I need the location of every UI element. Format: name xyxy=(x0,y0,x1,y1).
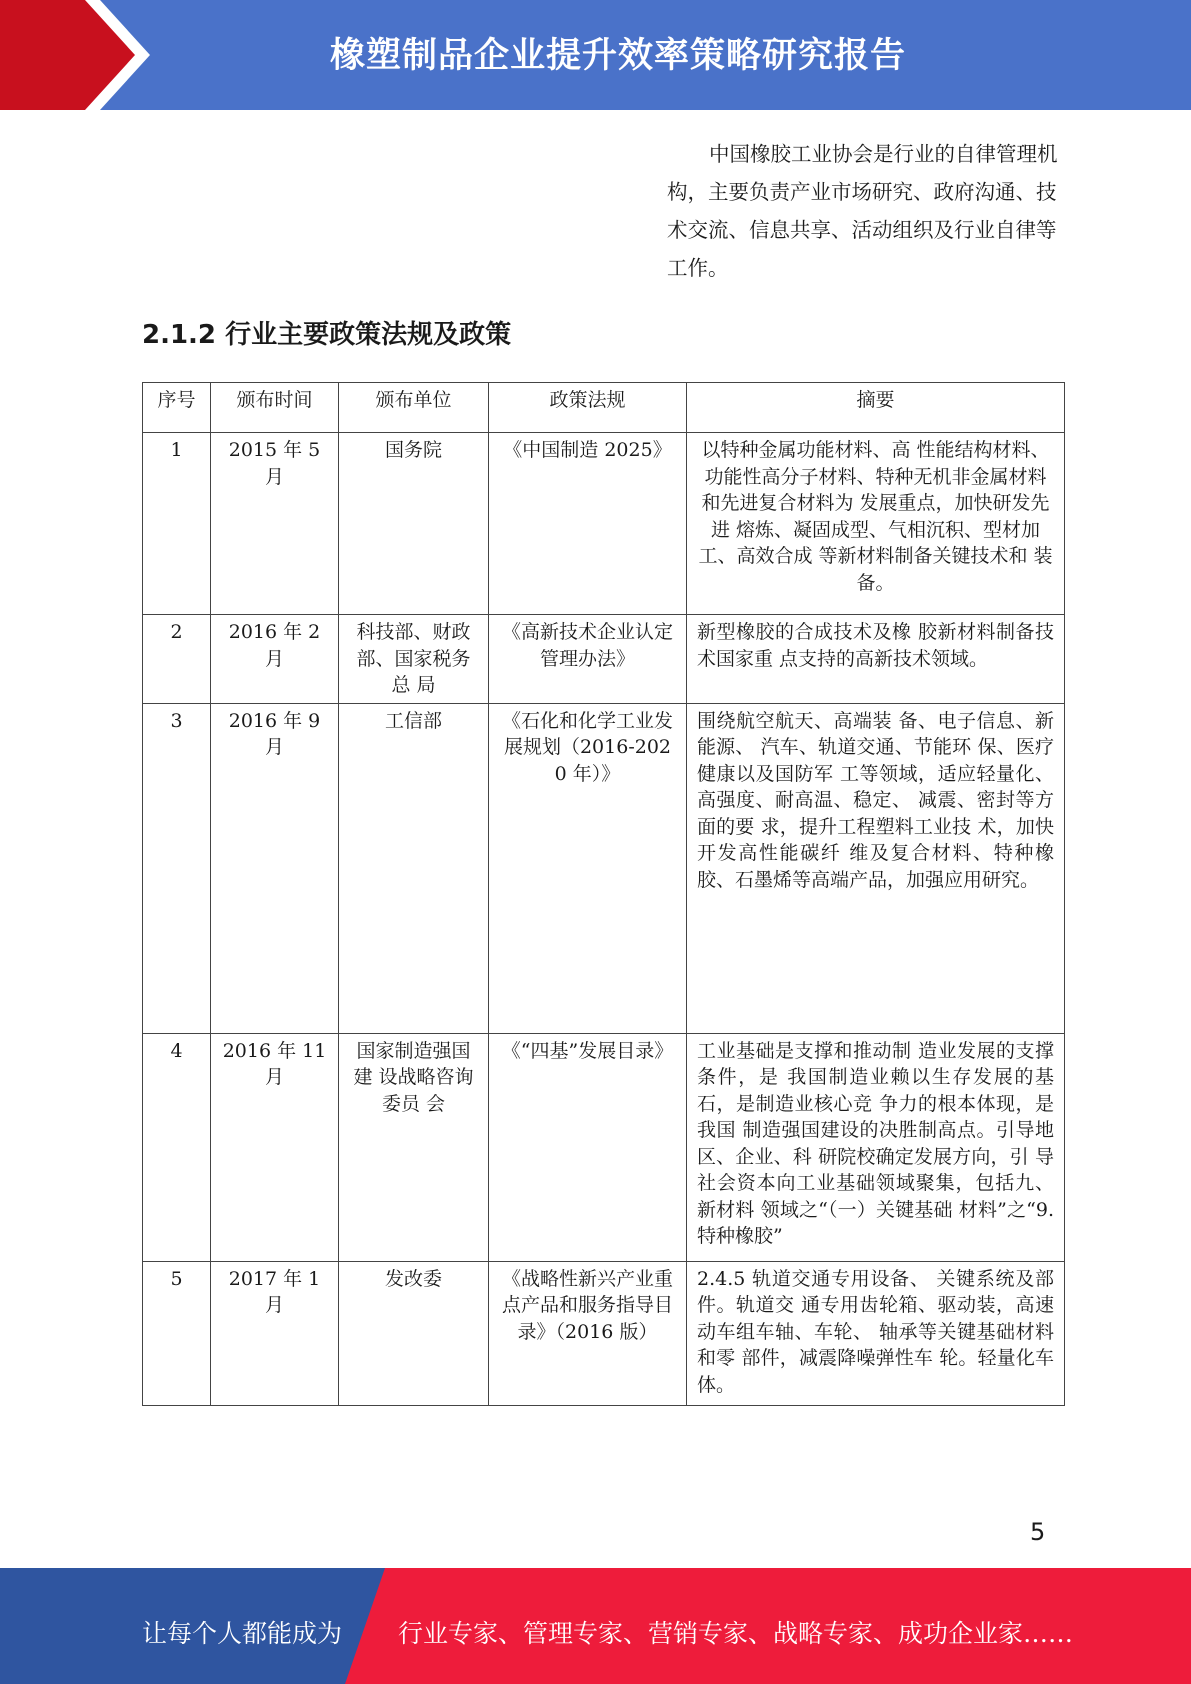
row-policy: 《石化和化学工业发 展规划（2016-2020 年）》 xyxy=(489,703,687,1033)
header-cell-no: 序号 xyxy=(143,383,211,433)
row-issuer: 工信部 xyxy=(339,703,489,1033)
report-title: 橡塑制品企业提升效率策略研究报告 xyxy=(330,36,907,76)
policy-table xyxy=(142,382,1065,1406)
row-no: 1 xyxy=(143,433,211,615)
row-summary: 工业基础是支撑和推动制 造业发展的支撑条件，是 我国制造业赖以生存发展的基石，是制造业核心竞 争力的根本体现，是我国 制造强国建设的决胜制高点。引导地区、企业、科 研院校确定发展方向，引 导社会资本向工业基础领域聚集，包括九、新材料 领域之“（一）关键基础 材料”之“9.特种橡胶” xyxy=(687,1033,1065,1261)
row-summary: 以特种金属功能材料、高 性能结构材料、功能性高分子材料、特种无机非金属材料和先进复合材料为 发展重点，加快研发先进 熔炼、凝固成型、气相沉积、型材加工、高效合成 等新材料制备关键技术和 装备。 xyxy=(687,433,1065,615)
row-date: 2016 年 9月 xyxy=(211,703,339,1033)
page-header xyxy=(0,0,1191,110)
row-policy: 《“四基”发展目录》 xyxy=(489,1033,687,1261)
row-no: 3 xyxy=(143,703,211,1033)
row-policy: 《中国制造 2025》 xyxy=(489,433,687,615)
row-no: 2 xyxy=(143,615,211,704)
footer-slogan-left: 让每个人都能成为 xyxy=(142,1619,343,1648)
footer-slogan-right: 行业专家、管理专家、营销专家、战略专家、成功企业家…… xyxy=(398,1619,1074,1648)
header-cell-summary: 摘要 xyxy=(687,383,1065,433)
row-issuer: 国务院 xyxy=(339,433,489,615)
table-row xyxy=(143,433,1065,615)
header-red-arrow xyxy=(0,0,160,110)
table-header-row xyxy=(143,383,1065,433)
row-no: 5 xyxy=(143,1261,211,1405)
header-cell-date: 颁布时间 xyxy=(211,383,339,433)
row-date: 2015 年 5 月 xyxy=(211,433,339,615)
row-date: 2016 年 11 月 xyxy=(211,1033,339,1261)
table-row xyxy=(143,1261,1065,1405)
table-row xyxy=(143,1033,1065,1261)
table-row xyxy=(143,703,1065,1033)
row-issuer: 国家制造强国建 设战略咨询委员 会 xyxy=(339,1033,489,1261)
header-cell-issuer: 颁布单位 xyxy=(339,383,489,433)
table-row xyxy=(143,615,1065,704)
row-summary: 2.4.5 轨道交通专用设备、 关键系统及部件。轨道交 通专用齿轮箱、驱动装，高速动车组车轴、车轮、 轴承等关键基础材料和零 部件，减震降噪弹性车 轮。轻量化车体。 xyxy=(687,1261,1065,1405)
row-issuer: 发改委 xyxy=(339,1261,489,1405)
row-date: 2016 年 2 月 xyxy=(211,615,339,704)
section-heading: 2.1.2 行业主要政策法规及政策 xyxy=(142,320,512,350)
row-no: 4 xyxy=(143,1033,211,1261)
row-policy: 《战略性新兴产业重 点产品和服务指导目 录》（2016 版） xyxy=(489,1261,687,1405)
row-policy: 《高新技术企业认定 管理办法》 xyxy=(489,615,687,704)
header-cell-policy: 政策法规 xyxy=(489,383,687,433)
row-issuer: 科技部、财政部、国家税务总 局 xyxy=(339,615,489,704)
row-summary: 新型橡胶的合成技术及橡 胶新材料制备技术国家重 点支持的高新技术领域。 xyxy=(687,615,1065,704)
row-summary: 围绕航空航天、高端装 备、电子信息、新能源、 汽车、轨道交通、节能环 保、医疗健康以及国防军 工等领域，适应轻量化、 高强度、耐高温、稳定、 减震、密封等方面的要 求，提升工程塑料工业技 术，加快开发高性能碳纤 维及复合材料、特种橡 胶、石墨烯等高端产品，加强应用研究。 xyxy=(687,703,1065,1033)
page-footer xyxy=(0,1568,1191,1684)
intro-paragraph: 中国橡胶工业协会是行业的自律管理机构，主要负责产业市场研究、政府沟通、技术交流、信息共享、活动组织及行业自律等工作。 xyxy=(667,142,1058,280)
page-number: 5 xyxy=(1030,1518,1046,1546)
row-date: 2017 年 1 月 xyxy=(211,1261,339,1405)
